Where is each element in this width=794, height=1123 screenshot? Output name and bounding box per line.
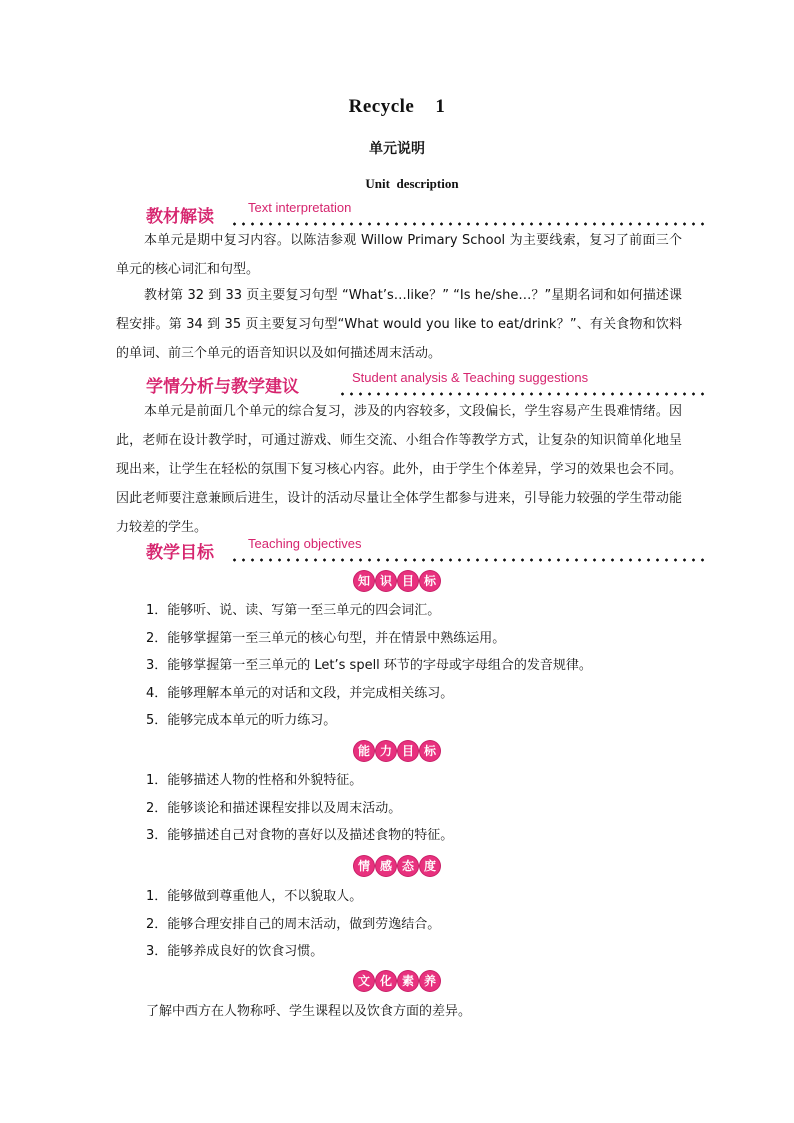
section-title-cn: 教学目标 [146, 543, 214, 563]
list-item: 1．能够听、说、读、写第一至三单元的四会词汇。 [146, 603, 441, 618]
knowledge-objectives-badge [0, 570, 794, 591]
section-title-cn: 学情分析与教学建议 [146, 377, 299, 397]
badge-char: 化 [376, 971, 396, 991]
unit-description-cn: 单元说明 [369, 141, 425, 157]
badge-char: 感 [376, 856, 396, 876]
section-heading-text-interpretation [146, 202, 706, 226]
list-item: 4．能够理解本单元的对话和文段，并完成相关练习。 [146, 685, 454, 701]
badge-char: 识 [376, 571, 396, 591]
dotted-rule [338, 392, 706, 396]
badge-char: 知 [354, 571, 374, 591]
knowledge-objectives-list [146, 597, 706, 735]
cultural-literacy-badge [0, 970, 794, 991]
list-item: 1．能够描述人物的性格和外貌特征。 [146, 773, 363, 788]
paragraph: 教材第 32 到 33 页主要复习句型 “What’s…like？” “Is he/she…？”星期名词和如何描述课程安排。第 34 到 35 页主要复习句型“What would you like to eat/drink？”、有关食物和饮料的单词、前三个单元的语音知识以及如何描述周末活动。 [116, 288, 682, 361]
badge-char: 养 [420, 971, 440, 991]
dotted-rule [230, 558, 706, 562]
badge-char: 能 [354, 741, 374, 761]
list-item: 3．能够描述自己对食物的喜好以及描述食物的特征。 [146, 828, 454, 843]
emotion-attitude-list [146, 883, 706, 966]
list-item: 1．能够做到尊重他人，不以貌取人。 [146, 889, 363, 904]
list-item: 2．能够谈论和描述课程安排以及周末活动。 [146, 800, 402, 816]
section-title-en: Student analysis & Teaching suggestions [352, 370, 589, 385]
page-title: Recycle 1 [348, 96, 446, 117]
badge-char: 情 [354, 856, 374, 876]
list-item: 5．能够完成本单元的听力练习。 [146, 713, 337, 728]
section-title-en: Text interpretation [248, 200, 352, 215]
cultural-literacy-text: 了解中西方在人物称呼、学生课程以及饮食方面的差异。 [146, 1004, 472, 1019]
section-heading-teaching-objectives [146, 538, 706, 562]
ability-objectives-badge [0, 740, 794, 761]
list-item: 2．能够合理安排自己的周末活动，做到劳逸结合。 [146, 916, 441, 932]
badge-char: 标 [420, 571, 440, 591]
list-item: 2．能够掌握第一至三单元的核心句型，并在情景中熟练运用。 [146, 630, 506, 646]
badge-char: 目 [398, 571, 418, 591]
unit-description-en: Unit description [365, 176, 459, 191]
badge-char: 态 [398, 856, 418, 876]
list-item: 3．能够养成良好的饮食习惯。 [146, 944, 324, 959]
badge-char: 度 [420, 856, 440, 876]
badge-char: 标 [420, 741, 440, 761]
ability-objectives-list [146, 767, 706, 850]
paragraph: 本单元是前面几个单元的综合复习，涉及的内容较多，文段偏长，学生容易产生畏难情绪。因此，老师在设计教学时，可通过游戏、师生交流、小组合作等教学方式，让复杂的知识简单化地呈现出来，让学生在轻松的氛围下复习核心内容。此外，由于学生个体差异，学习的效果也会不同。因此老师要注意兼顾后进生，设计的活动尽量让全体学生都参与进来，引导能力较强的学生带动能力较差的学生。 [116, 404, 682, 535]
list-item: 3．能够掌握第一至三单元的 Let’s spell 环节的字母或字母组合的发音规律。 [146, 658, 592, 673]
badge-char: 文 [354, 971, 374, 991]
emotion-attitude-badge [0, 855, 794, 876]
badge-char: 力 [376, 741, 396, 761]
paragraph: 本单元是期中复习内容。以陈洁参观 Willow Primary School 为主要线索，复习了前面三个单元的核心词汇和句型。 [116, 233, 682, 277]
badge-char: 素 [398, 971, 418, 991]
badge-char: 目 [398, 741, 418, 761]
section-title-cn: 教材解读 [146, 207, 214, 227]
section-heading-student-analysis [146, 372, 706, 396]
section-title-en: Teaching objectives [248, 536, 362, 551]
